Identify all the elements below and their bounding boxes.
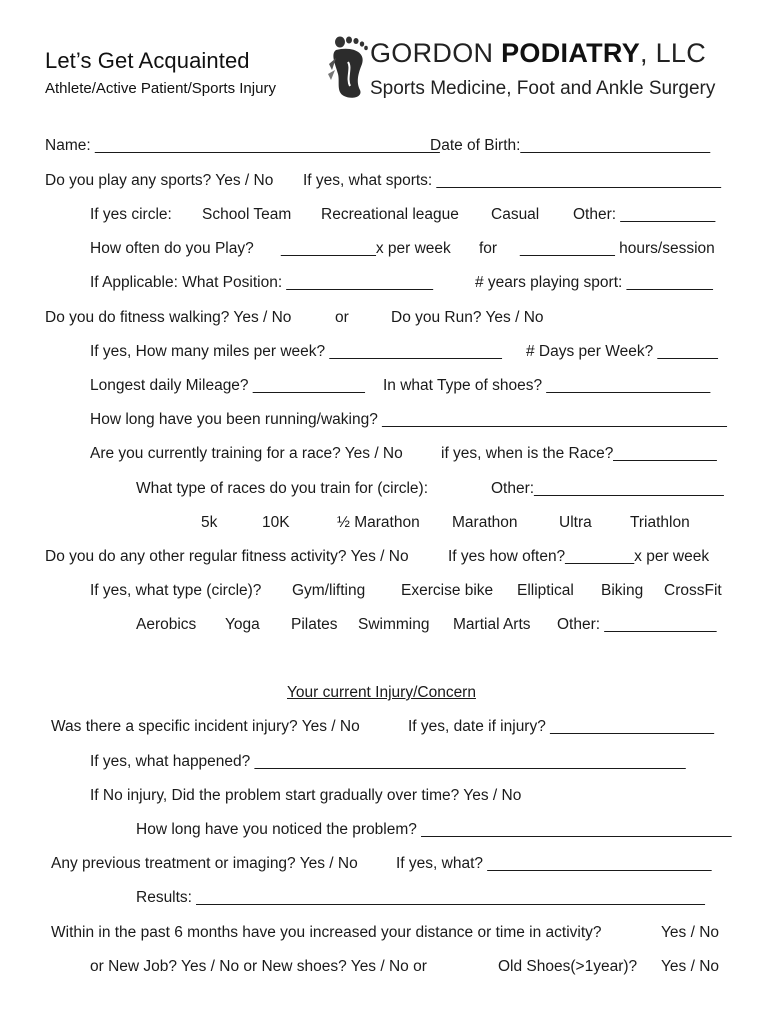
option-gym-lifting[interactable]: Gym/lifting [292, 582, 366, 599]
results-field[interactable]: Results: ___________________________________________________________ [136, 889, 705, 906]
option-10k[interactable]: 10K [262, 514, 290, 531]
form-title: Let’s Get Acquainted [45, 48, 250, 73]
name-field[interactable]: Name: ________________________________________ [45, 137, 440, 154]
previous-treatment-question[interactable]: Any previous treatment or imaging? Yes / No [51, 855, 358, 872]
or-label: or [335, 309, 349, 326]
position-field[interactable]: If Applicable: What Position: _________________ [90, 274, 433, 291]
miles-per-week-field[interactable]: If yes, How many miles per week? ____________________ [90, 343, 502, 360]
how-long-running-field[interactable]: How long have you been running/waking? ________________________________________ [90, 411, 727, 428]
times-per-week-field[interactable]: ___________x per week [281, 240, 451, 257]
option-triathlon[interactable]: Triathlon [630, 514, 690, 531]
logo-wordmark: GORDON PODIATRY, LLC [370, 38, 707, 68]
days-per-week-field[interactable]: # Days per Week? _______ [526, 343, 718, 360]
other-race-field[interactable]: Other:______________________ [491, 480, 724, 497]
fitness-frequency-field[interactable]: If yes how often?________x per week [448, 548, 710, 565]
option-casual[interactable]: Casual [491, 206, 540, 223]
problem-duration-field[interactable]: How long have you noticed the problem? ____________________________________ [136, 821, 732, 838]
longest-mileage-field[interactable]: Longest daily Mileage? _____________ [90, 377, 365, 394]
option-school-team[interactable]: School Team [202, 206, 292, 223]
option-yoga[interactable]: Yoga [225, 616, 260, 633]
race-types-label: What type of races do you train for (circle): [136, 480, 429, 497]
option-biking[interactable]: Biking [601, 582, 644, 599]
form-subtitle: Athlete/Active Patient/Sports Injury [45, 80, 276, 97]
fitness-walking-question[interactable]: Do you do fitness walking? Yes / No [45, 309, 292, 326]
what-sports-field[interactable]: If yes, what sports: _________________________________ [303, 172, 721, 189]
option-martial-arts[interactable]: Martial Arts [453, 616, 531, 633]
if-yes-circle-label: If yes circle: [90, 206, 172, 223]
option-aerobics[interactable]: Aerobics [136, 616, 197, 633]
option-crossfit[interactable]: CrossFit [664, 582, 722, 599]
how-often-label: How often do you Play? [90, 240, 254, 257]
other-sport-field[interactable]: Other: ___________ [573, 206, 716, 223]
play-sports-question[interactable]: Do you play any sports? Yes / No [45, 172, 274, 189]
what-happened-field[interactable]: If yes, what happened? __________________________________________________ [90, 753, 686, 770]
option-pilates[interactable]: Pilates [291, 616, 338, 633]
logo-tagline: Sports Medicine, Foot and Ankle Surgery [370, 78, 716, 99]
option-elliptical[interactable]: Elliptical [517, 582, 574, 599]
hours-session-field[interactable]: ___________ hours/session [520, 240, 715, 257]
training-race-question[interactable]: Are you currently training for a race? Yes / No [90, 445, 403, 462]
option-exercise-bike[interactable]: Exercise bike [401, 582, 494, 599]
dob-field[interactable]: Date of Birth:______________________ [430, 137, 711, 154]
option-ultra[interactable]: Ultra [559, 514, 592, 531]
old-shoes-label: Old Shoes(>1year)? [498, 958, 638, 975]
years-playing-field[interactable]: # years playing sport: __________ [475, 274, 713, 291]
race-date-field[interactable]: if yes, when is the Race?____________ [441, 445, 717, 462]
do-you-run-question[interactable]: Do you Run? Yes / No [391, 309, 544, 326]
option-half-marathon[interactable]: ½ Marathon [337, 514, 420, 531]
treatment-details-field[interactable]: If yes, what? __________________________ [396, 855, 712, 872]
option-marathon[interactable]: Marathon [452, 514, 518, 531]
footprint-icon [326, 34, 368, 100]
gradual-onset-question[interactable]: If No injury, Did the problem start gradually over time? Yes / No [90, 787, 522, 804]
for-label: for [479, 240, 498, 257]
increased-activity-question: Within in the past 6 months have you increased your distance or time in activity? [51, 924, 602, 941]
option-swimming[interactable]: Swimming [358, 616, 430, 633]
injury-date-field[interactable]: If yes, date if injury? ___________________ [408, 718, 714, 735]
other-activity-field[interactable]: Other: _____________ [557, 616, 717, 633]
option-5k[interactable]: 5k [201, 514, 218, 531]
increased-activity-yes-no[interactable]: Yes / No [661, 924, 720, 941]
gordon-podiatry-logo [326, 34, 726, 104]
shoe-type-field[interactable]: In what Type of shoes? ___________________ [383, 377, 711, 394]
injury-section-heading: Your current Injury/Concern [287, 684, 476, 701]
activity-type-label: If yes, what type (circle)? [90, 582, 262, 599]
old-shoes-yes-no[interactable]: Yes / No [661, 958, 720, 975]
specific-incident-question[interactable]: Was there a specific incident injury? Yes / No [51, 718, 360, 735]
other-fitness-question[interactable]: Do you do any other regular fitness activity? Yes / No [45, 548, 409, 565]
option-recreational-league[interactable]: Recreational league [321, 206, 459, 223]
new-job-shoes-question[interactable]: or New Job? Yes / No or New shoes? Yes / No or [90, 958, 427, 975]
